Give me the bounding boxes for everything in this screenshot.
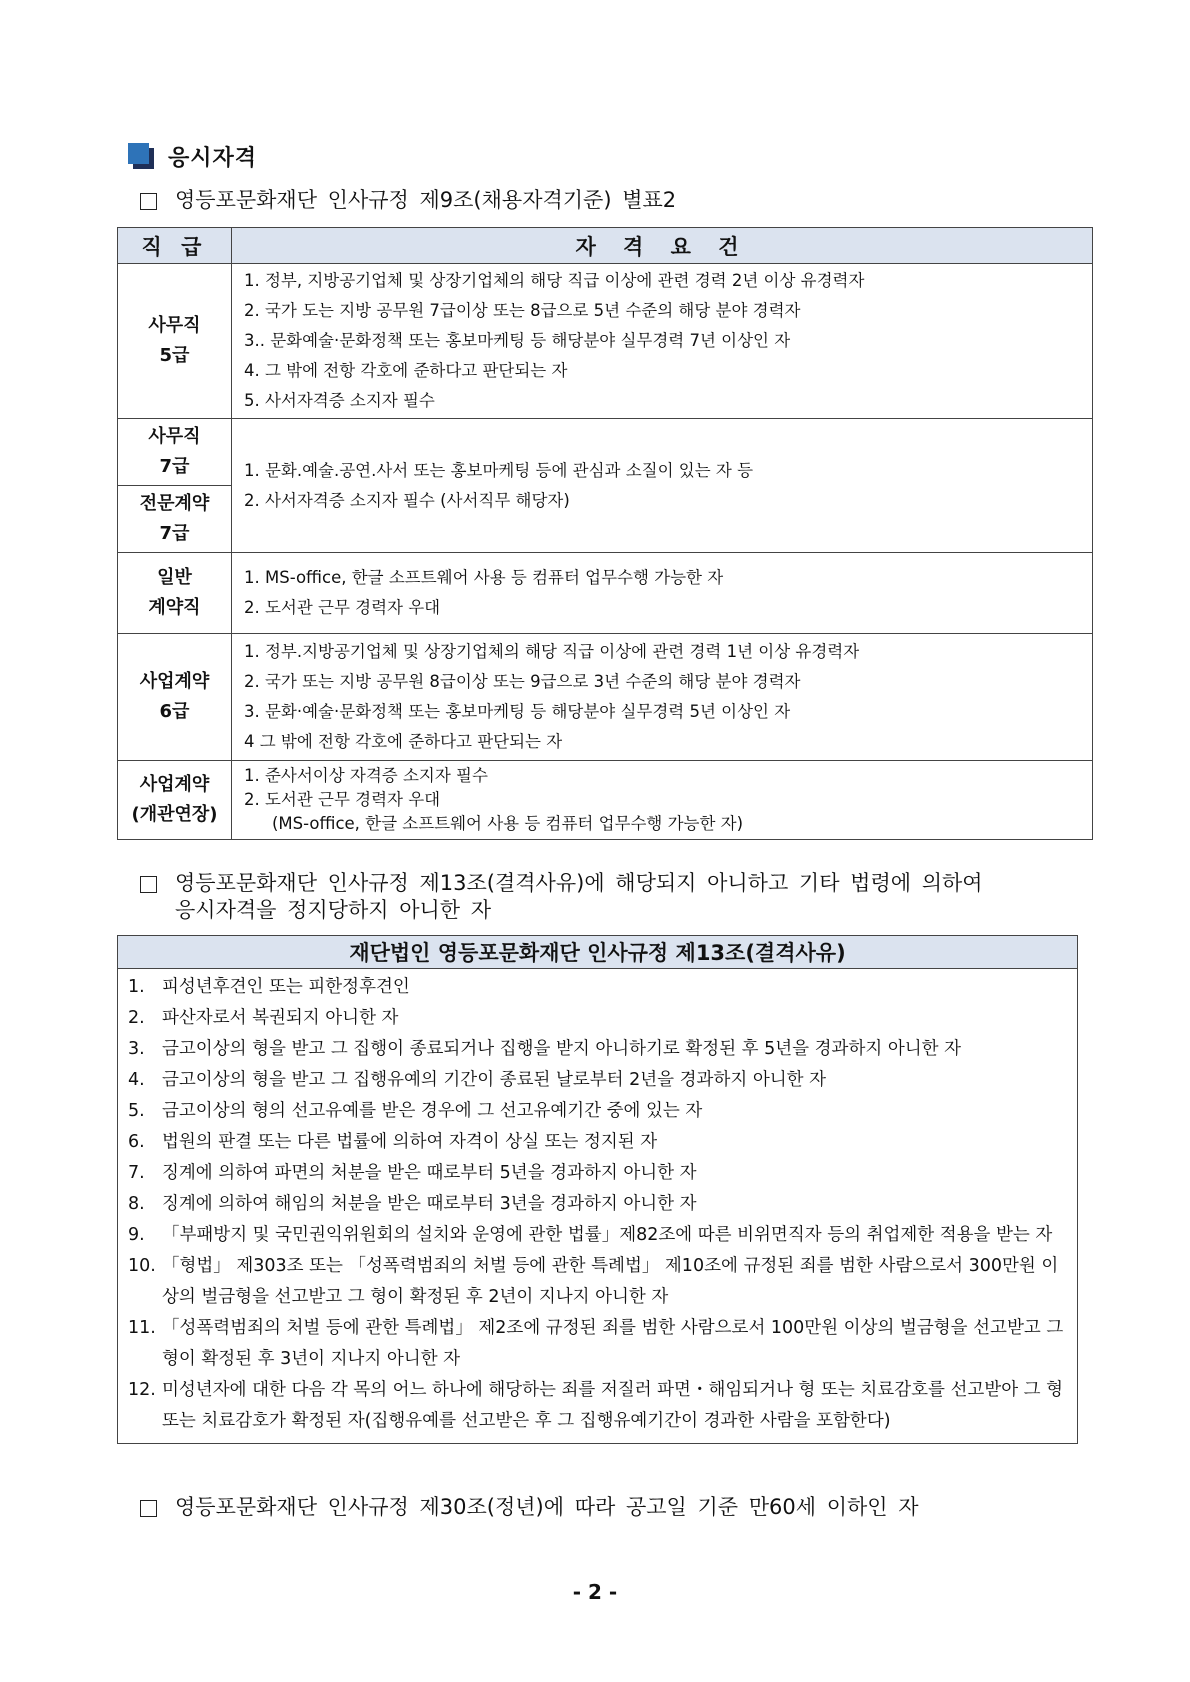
item-text: 금고이상의 형의 선고유예를 받은 경우에 그 선고유예기간 중에 있는 자 <box>162 1101 703 1121</box>
table-header-row <box>118 228 1093 264</box>
bullet-text-line: 영등포문화재단 인사규정 제13조(결격사유)에 해당되지 아니하고 기타 법령에 의하여 <box>175 871 983 895</box>
grade-cell <box>118 486 232 553</box>
item-text: 「성폭력범죄의 처벌 등에 관한 특례법」 제2조에 규정된 죄를 범한 사람으로서 100만원 이상의 벌금형을 선고받고 그 형이 확정된 후 3년이 지나지 아니한 자 <box>162 1318 1064 1369</box>
item-number: 9. <box>128 1225 145 1245</box>
item-number: 2. <box>128 1008 145 1028</box>
item-text: 징계에 의하여 파면의 처분을 받은 때로부터 5년을 경과하지 아니한 자 <box>162 1163 697 1183</box>
disqualification-table <box>117 935 1078 1444</box>
grade-cell <box>118 553 232 634</box>
table-row <box>118 634 1093 761</box>
requirement-line: 2. 사서자격증 소지자 필수 (사서직무 해당자) <box>244 490 570 510</box>
list-item <box>128 1065 1067 1096</box>
item-number: 8. <box>128 1194 145 1214</box>
grade-label: 일반 <box>157 567 192 588</box>
table-row <box>118 264 1093 419</box>
bullet-item-1 <box>140 187 676 214</box>
item-number: 6. <box>128 1132 145 1152</box>
grade-cell <box>118 761 232 840</box>
requirement-line: 4. 그 밖에 전항 각호에 준하다고 판단되는 자 <box>244 361 568 380</box>
item-number: 3. <box>128 1039 145 1059</box>
requirement-cell <box>232 264 1093 419</box>
item-text: 미성년자에 대한 다음 각 목의 어느 하나에 해당하는 죄를 저질러 파면・해임되거나 형 또는 치료감호를 선고받아 그 형 또는 치료감호가 확정된 자(집행유예를 선고받은 후 그 집행유예기간이 경과한 사람을 포함한다) <box>162 1380 1064 1431</box>
requirement-cell <box>232 553 1093 634</box>
item-number: 10. <box>128 1256 156 1276</box>
requirement-line: 3.. 문화예술·문화정책 또는 홍보마케팅 등 해당분야 실무경력 7년 이상인 자 <box>244 331 791 350</box>
item-text: 금고이상의 형을 받고 그 집행이 종료되거나 집행을 받지 아니하기로 확정된 후 5년을 경과하지 아니한 자 <box>162 1039 962 1059</box>
list-item <box>128 1096 1067 1127</box>
item-number: 1. <box>128 977 145 997</box>
table-row <box>118 969 1078 1444</box>
list-item <box>128 972 1067 1003</box>
requirement-line: 2. 국가 도는 지방 공무원 7급이상 또는 8급으로 5년 수준의 해당 분야 경력자 <box>244 301 801 320</box>
grade-cell <box>118 419 232 486</box>
bullet-item-2 <box>140 870 983 924</box>
list-item <box>128 1003 1067 1034</box>
grade-label: 사업계약 <box>139 671 210 692</box>
requirement-line: 2. 도서관 근무 경력자 우대 <box>244 598 441 617</box>
list-item <box>128 1313 1067 1375</box>
item-number: 5. <box>128 1101 145 1121</box>
list-item <box>128 1034 1067 1065</box>
requirement-line: 2. 도서관 근무 경력자 우대 <box>244 790 441 809</box>
grade-level: 5급 <box>159 345 190 366</box>
item-number: 7. <box>128 1163 145 1183</box>
square-bullet-icon <box>128 143 154 169</box>
list-item <box>128 1375 1067 1437</box>
requirement-line: 3. 문화·예술·문화정책 또는 홍보마케팅 등 해당분야 실무경력 5년 이상인 자 <box>244 702 791 721</box>
requirement-line: 1. 준사서이상 자격증 소지자 필수 <box>244 766 488 785</box>
requirement-line: (MS-office, 한글 소프트웨어 사용 등 컴퓨터 업무수행 가능한 자) <box>272 814 744 833</box>
disqualification-list <box>118 969 1078 1444</box>
requirement-cell <box>232 419 1093 553</box>
bullet-text: 영등포문화재단 인사규정 제30조(정년)에 따라 공고일 기준 만60세 이하인 자 <box>175 1495 919 1519</box>
item-text: 「형법」 제303조 또는 「성폭력범죄의 처벌 등에 관한 특례법」 제10조에 규정된 죄를 범한 사람으로서 300만원 이상의 벌금형을 선고받고 그 형이 확정된 후 2년이 지나지 아니한 자 <box>162 1256 1059 1307</box>
item-text: 피성년후견인 또는 피한정후견인 <box>162 977 410 997</box>
grade-label: 전문계약 <box>139 493 210 514</box>
grade-label: 사무직 <box>148 426 201 447</box>
table-header-row <box>118 936 1078 969</box>
page-number: - 2 - <box>572 1580 618 1604</box>
grade-level: 계약직 <box>148 597 201 618</box>
grade-level: 6급 <box>159 701 190 722</box>
grade-level: 7급 <box>159 456 190 477</box>
requirement-line: 4 그 밖에 전항 각호에 준하다고 판단되는 자 <box>244 732 563 751</box>
list-item <box>128 1189 1067 1220</box>
item-text: 금고이상의 형을 받고 그 집행유예의 기간이 종료된 날로부터 2년을 경과하지 아니한 자 <box>162 1070 826 1090</box>
list-item <box>128 1127 1067 1158</box>
requirement-line: 1. 정부.지방공기업체 및 상장기업체의 해당 직급 이상에 관련 경력 1년 이상 유경력자 <box>244 642 860 661</box>
item-number: 12. <box>128 1380 156 1400</box>
item-text: 법원의 판결 또는 다른 법률에 의하여 자격이 상실 또는 정지된 자 <box>162 1132 658 1152</box>
list-item <box>128 1251 1067 1313</box>
qualification-table <box>117 227 1093 840</box>
section-title: 응시자격 <box>168 145 258 171</box>
bullet-text: 영등포문화재단 인사규정 제9조(채용자격기준) 별표2 <box>175 188 677 212</box>
header-requirement: 자 격 요 건 <box>232 228 1093 264</box>
item-number: 11. <box>128 1318 156 1338</box>
disqualification-header: 재단법인 영등포문화재단 인사규정 제13조(결격사유) <box>118 936 1078 969</box>
requirement-line: 5. 사서자격증 소지자 필수 <box>244 391 435 410</box>
checkbox-square-icon <box>140 193 157 210</box>
table-row <box>118 553 1093 634</box>
bullet-text <box>175 870 983 924</box>
requirement-cell <box>232 634 1093 761</box>
grade-level: (개관연장) <box>131 804 218 825</box>
requirement-line: 1. 정부, 지방공기업체 및 상장기업체의 해당 직급 이상에 관련 경력 2년 이상 유경력자 <box>244 271 865 290</box>
grade-label: 사무직 <box>148 315 201 336</box>
item-text: 「부패방지 및 국민권익위원회의 설치와 운영에 관한 법률」제82조에 따른 비위면직자 등의 취업제한 적용을 받는 자 <box>162 1225 1053 1245</box>
table-row <box>118 761 1093 840</box>
header-grade: 직 급 <box>118 228 232 264</box>
item-number: 4. <box>128 1070 145 1090</box>
section-heading <box>128 140 257 172</box>
checkbox-square-icon <box>140 876 157 893</box>
requirement-line: 1. 문화.예술.공연.사서 또는 홍보마케팅 등에 관심과 소질이 있는 자 등 <box>244 460 754 480</box>
grade-label: 사업계약 <box>139 774 210 795</box>
bullet-item-3 <box>140 1494 919 1521</box>
list-item <box>128 1220 1067 1251</box>
item-text: 파산자로서 복권되지 아니한 자 <box>162 1008 399 1028</box>
requirement-line: 2. 국가 또는 지방 공무원 8급이상 또는 9급으로 3년 수준의 해당 분야 경력자 <box>244 672 801 691</box>
grade-cell <box>118 634 232 761</box>
requirement-line: 1. MS-office, 한글 소프트웨어 사용 등 컴퓨터 업무수행 가능한 자 <box>244 568 724 587</box>
bullet-text-line: 응시자격을 정지당하지 아니한 자 <box>175 898 492 922</box>
list-item <box>128 1158 1067 1189</box>
requirement-cell <box>232 761 1093 840</box>
grade-level: 7급 <box>159 523 190 544</box>
checkbox-square-icon <box>140 1500 157 1517</box>
table-row <box>118 419 1093 486</box>
grade-cell <box>118 264 232 419</box>
item-text: 징계에 의하여 해임의 처분을 받은 때로부터 3년을 경과하지 아니한 자 <box>162 1194 697 1214</box>
